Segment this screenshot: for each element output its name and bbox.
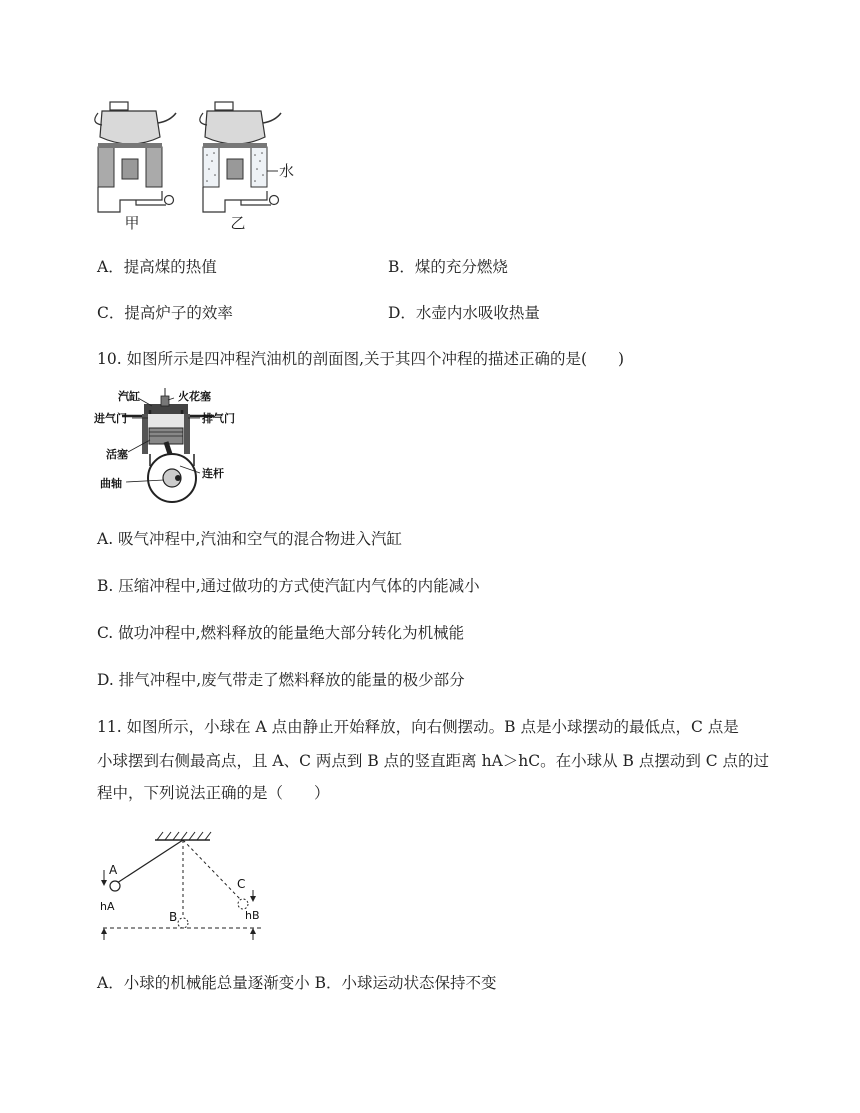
q9-option-c: C．提高炉子的效率	[97, 304, 233, 322]
label-connecting-rod: 连杆	[202, 467, 224, 480]
kettle-right	[200, 102, 281, 144]
kettle-stove-figure	[90, 95, 310, 235]
label-jia: 甲	[124, 214, 140, 232]
q10-option-a: A. 吸气冲程中,汽油和空气的混合物进入汽缸	[97, 530, 402, 548]
label-yi: 乙	[230, 214, 246, 232]
q10-option-c: C. 做功冲程中,燃料释放的能量绝大部分转化为机械能	[97, 624, 465, 642]
stove-right-water-jacket	[203, 143, 279, 212]
label-height-a: hA	[100, 900, 115, 913]
label-water: 水	[279, 162, 295, 180]
q11-stem-line-1: 11. 如图所示，小球在 A 点由静止开始释放，向右侧摆动。B 点是小球摆动的最低点，C 点是	[97, 718, 739, 736]
q10-option-b: B. 压缩冲程中,通过做功的方式使汽缸内气体的内能减小	[97, 577, 480, 595]
q11-stem-line-3: 程中，下列说法正确的是（ ）	[97, 784, 330, 802]
stove-left	[98, 143, 174, 212]
q9-option-a: A．提高煤的热值	[97, 258, 217, 276]
label-cylinder: 汽缸	[118, 390, 140, 403]
label-point-a: A	[109, 863, 118, 877]
label-height-b: hB	[245, 909, 260, 922]
label-exhaust-valve: 排气门	[202, 412, 235, 425]
q9-option-b: B．煤的充分燃烧	[388, 258, 508, 276]
q9-option-d: D．水壶内水吸收热量	[388, 304, 540, 322]
kettle-left	[95, 102, 176, 144]
label-spark-plug: 火花塞	[178, 390, 211, 403]
pendulum-figure	[95, 828, 270, 946]
q11-stem-line-2: 小球摆到右侧最高点，且 A、C 两点到 B 点的竖直距离 hA＞hC。在小球从 B 点摆动到 C 点的过	[97, 752, 770, 770]
q10-stem: 10. 如图所示是四冲程汽油机的剖面图,关于其四个冲程的描述正确的是( )	[97, 350, 625, 368]
label-point-c: C	[237, 877, 246, 891]
label-crankshaft: 曲轴	[100, 477, 122, 490]
label-piston: 活塞	[106, 448, 128, 461]
label-intake-valve: 进气门	[94, 412, 127, 425]
q10-option-d: D. 排气冲程中,废气带走了燃料释放的能量的极少部分	[97, 671, 465, 689]
label-point-b: B	[169, 910, 178, 924]
engine-cross-section-figure	[92, 386, 252, 510]
q11-options: A．小球的机械能总量逐渐变小 B．小球运动状态保持不变	[97, 974, 497, 992]
